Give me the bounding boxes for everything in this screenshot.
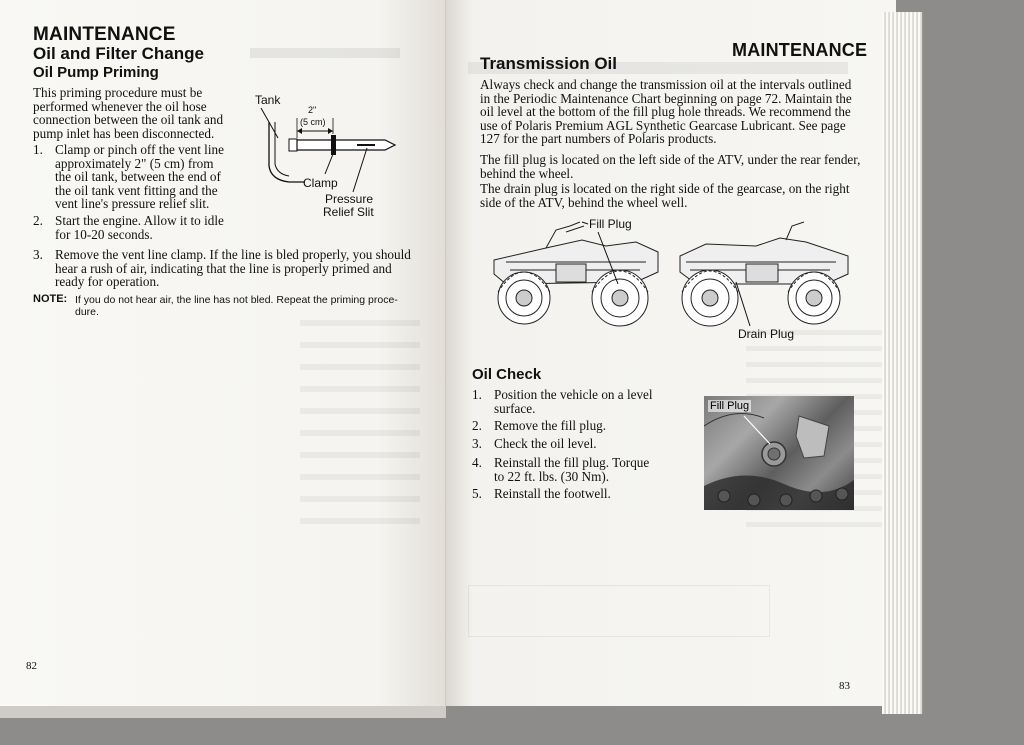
vent-line-diagram bbox=[245, 88, 405, 220]
atv-right-side bbox=[680, 222, 848, 326]
vent-fitting bbox=[289, 139, 297, 151]
clamp-shape bbox=[331, 135, 336, 155]
transmission-paragraph-3: The drain plug is located on the right side of the gearcase, on the right side of the ATV, behind the wheel well. bbox=[480, 181, 850, 210]
photo-fill-plug-label: Fill Plug bbox=[710, 400, 750, 412]
page-header: MAINTENANCE bbox=[732, 40, 868, 60]
oil-step-2: 2. Remove the fill plug. bbox=[472, 418, 607, 433]
section-title: Oil and Filter Change bbox=[33, 44, 204, 63]
svg-text:(5 cm): (5 cm) bbox=[300, 117, 326, 127]
oil-check-title: Oil Check bbox=[472, 366, 542, 383]
atv-left-side bbox=[494, 222, 658, 326]
atv-illustrations bbox=[486, 212, 856, 344]
oil-step-5: 5. Reinstall the footwell. bbox=[472, 486, 611, 501]
drain-plug-label: Drain Plug bbox=[738, 327, 795, 341]
relief-label: Relief Slit bbox=[323, 205, 374, 219]
left-page bbox=[0, 0, 446, 706]
svg-text:2": 2" bbox=[308, 105, 317, 115]
vent-hose bbox=[297, 140, 395, 150]
subsection-title: Oil Pump Priming bbox=[33, 64, 159, 81]
section-title: Transmission Oil bbox=[480, 54, 617, 73]
page-number-left: 82 bbox=[26, 660, 37, 672]
oil-step-4: 4. Reinstall the fill plug. Torque to 22 ft. lbs. (30 Nm). bbox=[472, 455, 650, 484]
transmission-paragraph-1: Always check and change the transmission oil at the intervals outlined in the Periodic Maintenance Chart beginning on page 72. Maintain the oil level at the bottom of the fill plug hole threads. We recommend the use of Polaris Premium AGL Synthetic Gearcase Lubricant. See page 127 for the part numbers of Polaris products. bbox=[480, 77, 852, 147]
step-3: 3. Remove the vent line clamp. If the line is bled properly, you should hear a rush of air, indicating that the line is properly primed and ready for operation. bbox=[33, 247, 411, 290]
transmission-paragraph-2: The fill plug is located on the left side of the ATV, under the rear fender, behind the wheel. bbox=[480, 152, 861, 181]
right-page bbox=[446, 0, 896, 706]
tank-label: Tank bbox=[255, 93, 281, 107]
oil-step-3: 3. Check the oil level. bbox=[472, 436, 597, 451]
page-header: MAINTENANCE bbox=[33, 24, 176, 45]
clamp-label: Clamp bbox=[303, 176, 338, 190]
photo-leader bbox=[744, 416, 770, 444]
fill-plug-label: Fill Plug bbox=[589, 217, 632, 231]
page-number-right: 83 bbox=[839, 680, 850, 692]
pressure-label: Pressure bbox=[325, 192, 374, 206]
step-1: 1. Clamp or pinch off the vent line approximately 2" (5 cm) from the oil tank, between the end of the oil tank vent fitting and the vent line's pressure relief slit. bbox=[33, 142, 224, 212]
oil-step-1: 1. Position the vehicle on a level surface. bbox=[472, 387, 653, 416]
drain-plug-leader bbox=[736, 282, 750, 326]
page-edges bbox=[882, 12, 923, 714]
intro-paragraph: This priming procedure must be performed whenever the oil hose connection between the oil tank and pump inlet has been disconnected. bbox=[33, 85, 224, 141]
gearcase-photo bbox=[704, 396, 854, 510]
step-2: 2. Start the engine. Allow it to idle for 10-20 seconds. bbox=[33, 213, 224, 242]
note: NOTE: If you do not hear air, the line has not bled. Repeat the priming proce- dure. bbox=[33, 293, 398, 318]
